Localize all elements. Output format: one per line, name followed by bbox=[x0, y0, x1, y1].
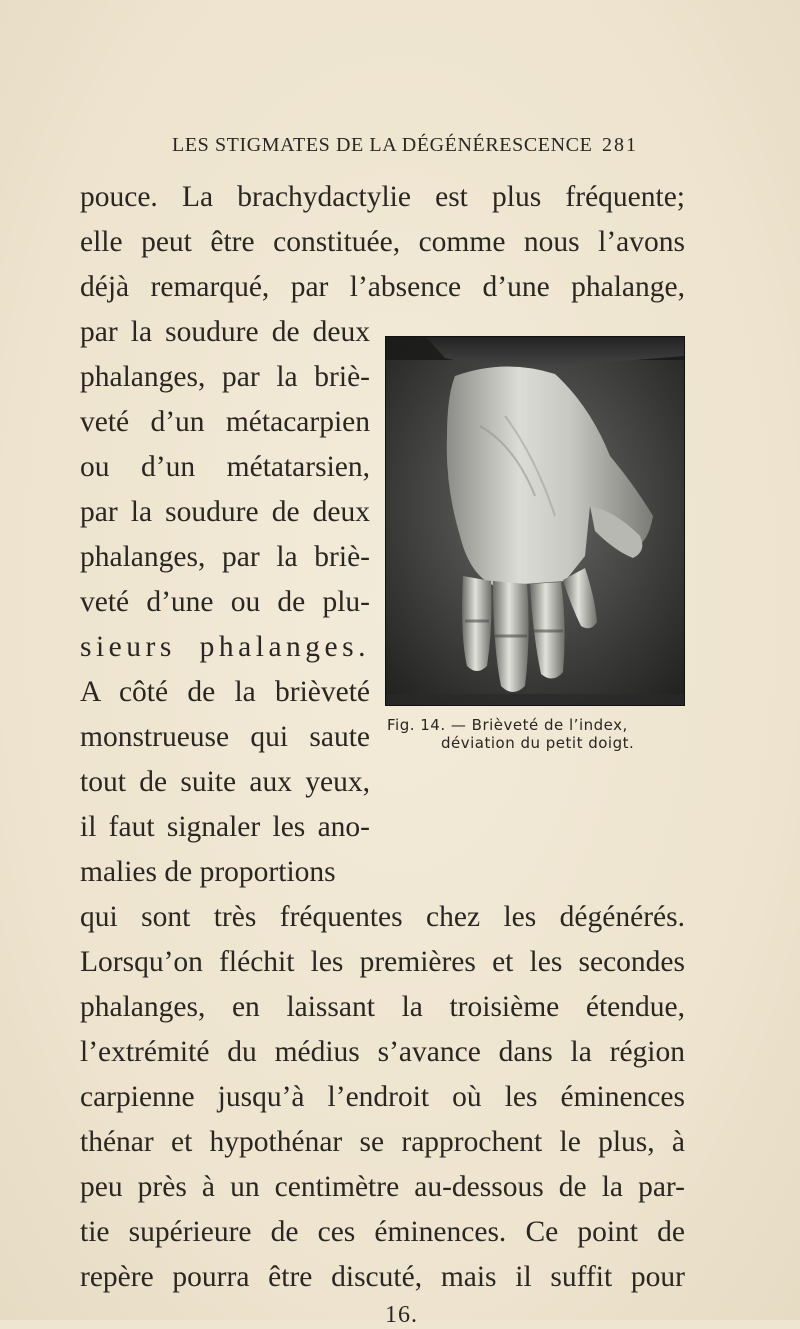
text-line: elle peut être constituée, comme nous l’avons bbox=[80, 226, 685, 258]
hand-photograph bbox=[385, 336, 685, 706]
text-line: thénar et hypothénar se rapprochent le plus, à bbox=[80, 1126, 685, 1158]
text-line: sieurs phalanges. bbox=[80, 631, 370, 663]
text-line: par la soudure de deux bbox=[80, 496, 370, 528]
text-line: ou d’un métatarsien, bbox=[80, 451, 370, 483]
text-line: tie supérieure de ces éminences. Ce point de bbox=[80, 1216, 685, 1248]
text-line: par la soudure de deux bbox=[80, 316, 370, 348]
text-line: phalanges, par la briè- bbox=[80, 361, 370, 393]
text-line: veté d’une ou de plu- bbox=[80, 586, 370, 618]
text-line: malies de proportions bbox=[80, 856, 336, 888]
caption-line: Fig. 14. — Brièveté de l’index, bbox=[387, 716, 628, 734]
text-line: repère pourra être discuté, mais il suffit pour bbox=[80, 1261, 685, 1293]
figure-caption bbox=[385, 716, 685, 752]
caption-line: déviation du petit doigt. bbox=[441, 734, 635, 752]
text-line: il faut signaler les ano- bbox=[80, 811, 370, 843]
text-line: monstrueuse qui saute bbox=[80, 721, 370, 753]
text-line: phalanges, en laissant la troisième étendue, bbox=[80, 991, 685, 1023]
text-line: peu près à un centimètre au-dessous de la par- bbox=[80, 1171, 685, 1203]
text-line: l’extrémité du médius s’avance dans la région bbox=[80, 1036, 685, 1068]
text-line: tout de suite aux yeux, bbox=[80, 766, 370, 798]
running-head-title: LES STIGMATES DE LA DÉGÉNÉRESCENCE bbox=[172, 134, 593, 156]
text-line: qui sont très fréquentes chez les dégénérés. bbox=[80, 901, 685, 933]
text-line: A côté de la brièveté bbox=[80, 676, 370, 708]
text-line: carpienne jusqu’à l’endroit où les éminences bbox=[80, 1081, 685, 1113]
text-line: Lorsqu’on fléchit les premières et les secondes bbox=[80, 946, 685, 978]
text-line: pouce. La brachydactylie est plus fréquente; bbox=[80, 181, 685, 213]
text-line: phalanges, par la briè- bbox=[80, 541, 370, 573]
page-number: 281 bbox=[602, 134, 638, 156]
text-line: veté d’un métacarpien bbox=[80, 406, 370, 438]
text-line: déjà remarqué, par l’absence d’une phalange, bbox=[80, 271, 685, 303]
signature-mark: 16. bbox=[385, 1302, 418, 1328]
